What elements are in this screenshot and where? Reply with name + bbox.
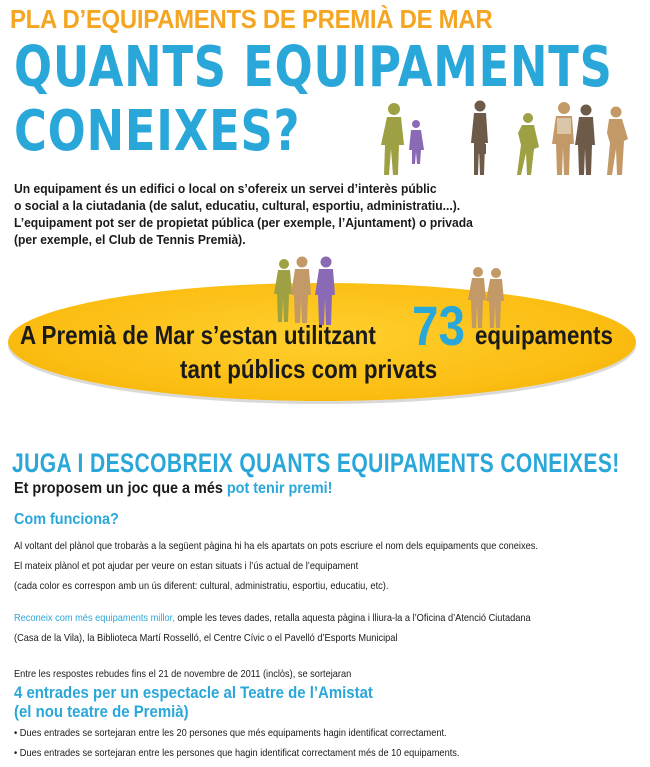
child-figure-icon bbox=[409, 120, 424, 164]
propose-highlight: pot tenir premi! bbox=[226, 480, 333, 497]
draw-intro: Entre les respostes rebudes fins el 21 de novembre de 2011 (inclòs), se sortejaran bbox=[14, 668, 352, 680]
intro-line: (per exemple, el Club de Tennis Premià). bbox=[14, 232, 246, 247]
intro-line: Un equipament és un edifici o local on s’ofereix un servei d’interès públic bbox=[14, 181, 437, 196]
intro-line: L’equipament pot ser de propietat pública (per exemple, l’Ajuntament) o privada bbox=[14, 215, 473, 230]
person-figure-icon bbox=[468, 267, 486, 328]
person-figure-icon bbox=[486, 268, 504, 328]
how-line: Al voltant del plànol que trobaràs a la següent pàgina hi ha els apartats on pots escriure el nom dels equipaments que coneixes. bbox=[14, 540, 538, 552]
person-figure-icon bbox=[381, 103, 404, 175]
highlight-text-line2: tant públics com privats bbox=[180, 354, 438, 384]
person-figure-icon bbox=[552, 102, 574, 175]
person-figure-icon bbox=[291, 257, 311, 324]
how-paragraph bbox=[14, 536, 538, 596]
prize-line1: 4 entrades per un espectacle al Teatre de l’Amistat bbox=[14, 683, 373, 702]
recognize-highlight: Reconeix com més equipaments millor, bbox=[14, 612, 175, 624]
game-title: JUGA I DESCOBREIX QUANTS EQUIPAMENTS CONEIXES! bbox=[12, 448, 620, 478]
person-figure-icon bbox=[274, 259, 292, 322]
prize-line2: (el nou teatre de Premià) bbox=[14, 702, 189, 721]
people-illustration-top bbox=[380, 100, 640, 180]
recognize-paragraph bbox=[14, 608, 531, 648]
bullet-item: • Dues entrades se sortejaran entre les persones que hagin identificat correctament més de 10 equipaments. bbox=[14, 747, 460, 759]
person-figure-icon bbox=[607, 107, 628, 176]
highlight-number: 73 bbox=[412, 294, 465, 357]
person-figure-icon bbox=[575, 105, 595, 176]
main-title-line1: QUANTS EQUIPAMENTS bbox=[14, 35, 613, 100]
main-title-line2: CONEIXES? bbox=[14, 99, 301, 164]
prize-text bbox=[14, 683, 373, 721]
highlight-text-before: A Premià de Mar s’estan utilitzant bbox=[20, 320, 376, 350]
kicker-title: PLA D’EQUIPAMENTS DE PREMIÀ DE MAR bbox=[10, 4, 493, 34]
how-line: (cada color es correspon amb un ús diferent: cultural, administratiu, esportiu, educatiu, etc). bbox=[14, 580, 389, 592]
highlight-text-after: equipaments bbox=[475, 320, 613, 350]
how-line: El mateix plànol et pot ajudar per veure on estan situats i l’ús actual de l’equipament bbox=[14, 560, 359, 572]
person-figure-icon bbox=[471, 101, 488, 176]
recognize-text: omple les teves dades, retalla aquesta pàgina i lliura-la a l’Oficina d’Atenció Ciutadana bbox=[174, 612, 531, 624]
people-illustration-left bbox=[272, 256, 352, 326]
prize-bullets bbox=[14, 723, 459, 763]
intro-line: o social a la ciutadania (de salut, educatiu, cultural, esportiu, administratiu...). bbox=[14, 198, 461, 213]
recognize-line2: (Casa de la Vila), la Biblioteca Martí Rosselló, el Centre Cívic o el Pavelló d’Esports Municipal bbox=[14, 632, 398, 644]
person-figure-icon bbox=[517, 113, 539, 175]
propose-text: Et proposem un joc que a més bbox=[14, 480, 223, 497]
game-propose bbox=[14, 480, 332, 498]
bullet-item: • Dues entrades se sortejaran entre les 20 persones que més equipaments hagin identificat correctament. bbox=[14, 727, 447, 739]
recognize-line bbox=[14, 608, 531, 628]
how-title: Com funciona? bbox=[14, 511, 119, 528]
person-figure-icon bbox=[315, 257, 335, 326]
intro-paragraph bbox=[14, 180, 473, 248]
